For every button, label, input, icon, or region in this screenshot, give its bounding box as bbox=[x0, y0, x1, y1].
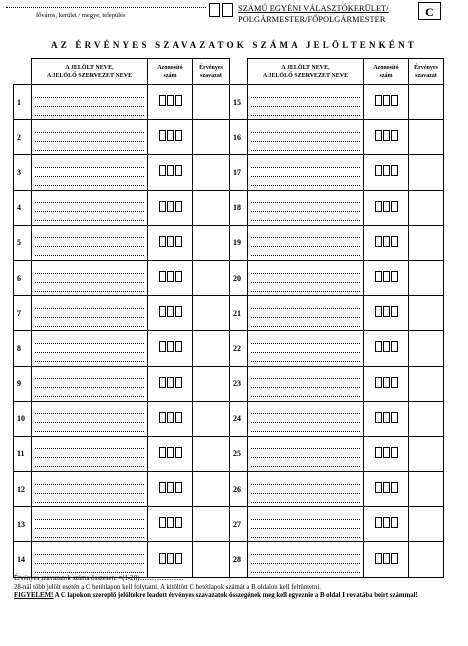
candidate-name-field[interactable] bbox=[32, 436, 148, 471]
row-number: 19 bbox=[230, 225, 248, 260]
valid-votes-field[interactable] bbox=[409, 542, 444, 577]
header-name: A JELÖLT NEVE, A JELÖLŐ SZERVEZET NEVE bbox=[248, 59, 364, 85]
candidate-id-boxes[interactable] bbox=[364, 190, 409, 225]
candidate-id-boxes[interactable] bbox=[148, 120, 193, 155]
table-row bbox=[14, 436, 444, 471]
valid-votes-field[interactable] bbox=[409, 436, 444, 471]
candidate-id-boxes[interactable] bbox=[148, 472, 193, 507]
candidate-id-boxes[interactable] bbox=[148, 331, 193, 366]
valid-votes-field[interactable] bbox=[409, 331, 444, 366]
candidate-id-boxes[interactable] bbox=[364, 155, 409, 190]
warning-label: FIGYELEM! bbox=[14, 592, 54, 599]
candidate-name-field[interactable] bbox=[248, 85, 364, 120]
candidate-name-field[interactable] bbox=[248, 155, 364, 190]
district-digit-box[interactable] bbox=[222, 3, 233, 17]
candidate-id-boxes[interactable] bbox=[364, 542, 409, 577]
valid-votes-field[interactable] bbox=[193, 190, 230, 225]
valid-votes-field[interactable] bbox=[409, 401, 444, 436]
valid-votes-field[interactable] bbox=[409, 260, 444, 295]
candidate-id-boxes[interactable] bbox=[364, 401, 409, 436]
candidate-id-boxes[interactable] bbox=[364, 225, 409, 260]
table-row bbox=[14, 85, 444, 120]
candidate-id-boxes[interactable] bbox=[364, 507, 409, 542]
candidate-name-field[interactable] bbox=[32, 225, 148, 260]
row-number: 12 bbox=[14, 472, 32, 507]
candidate-id-boxes[interactable] bbox=[148, 260, 193, 295]
table-row bbox=[14, 225, 444, 260]
row-number: 8 bbox=[14, 331, 32, 366]
valid-votes-field[interactable] bbox=[409, 190, 444, 225]
candidate-name-field[interactable] bbox=[248, 366, 364, 401]
district-number-boxes bbox=[209, 3, 235, 17]
candidate-id-boxes[interactable] bbox=[364, 436, 409, 471]
valid-votes-field[interactable] bbox=[193, 507, 230, 542]
row-number: 3 bbox=[14, 155, 32, 190]
valid-votes-field[interactable] bbox=[193, 366, 230, 401]
candidate-name-field[interactable] bbox=[32, 296, 148, 331]
candidate-id-boxes[interactable] bbox=[148, 366, 193, 401]
valid-votes-field[interactable] bbox=[193, 120, 230, 155]
candidate-name-field[interactable] bbox=[248, 331, 364, 366]
row-number: 15 bbox=[230, 85, 248, 120]
table-row bbox=[14, 542, 444, 577]
candidate-name-field[interactable] bbox=[32, 155, 148, 190]
candidate-id-boxes[interactable] bbox=[148, 507, 193, 542]
candidate-name-field[interactable] bbox=[248, 436, 364, 471]
candidate-id-boxes[interactable] bbox=[364, 366, 409, 401]
row-number: 16 bbox=[230, 120, 248, 155]
table-row bbox=[14, 507, 444, 542]
row-number: 5 bbox=[14, 225, 32, 260]
candidate-id-boxes[interactable] bbox=[364, 472, 409, 507]
table-row bbox=[14, 155, 444, 190]
valid-votes-field[interactable] bbox=[409, 472, 444, 507]
row-number: 28 bbox=[230, 542, 248, 577]
candidate-name-field[interactable] bbox=[32, 366, 148, 401]
header-id: Azonosító szám bbox=[148, 59, 193, 85]
candidate-id-boxes[interactable] bbox=[148, 542, 193, 577]
candidate-id-boxes[interactable] bbox=[364, 331, 409, 366]
table-row bbox=[14, 366, 444, 401]
row-number: 22 bbox=[230, 331, 248, 366]
footer-notes bbox=[14, 575, 454, 601]
table-row bbox=[14, 331, 444, 366]
district-digit-box[interactable] bbox=[209, 3, 220, 17]
candidate-id-boxes[interactable] bbox=[364, 296, 409, 331]
candidate-name-field[interactable] bbox=[248, 401, 364, 436]
table-row bbox=[14, 260, 444, 295]
table-row bbox=[14, 296, 444, 331]
valid-votes-field[interactable] bbox=[193, 331, 230, 366]
candidate-id-boxes[interactable] bbox=[148, 296, 193, 331]
header-votes: Érvényes szavazat bbox=[409, 59, 444, 85]
valid-votes-field[interactable] bbox=[409, 225, 444, 260]
warning-text: A C lapokon szereplő jelöltekre leadott érvényes szavazatok összegének meg kell egyeznie a B oldal I rovatába beírt számmal! bbox=[53, 592, 418, 599]
row-number: 14 bbox=[14, 542, 32, 577]
header-blank bbox=[230, 59, 248, 85]
candidate-name-field[interactable] bbox=[248, 472, 364, 507]
valid-votes-field[interactable] bbox=[193, 260, 230, 295]
header-votes: Érvényes szavazat bbox=[193, 59, 230, 85]
row-number: 26 bbox=[230, 472, 248, 507]
candidate-name-field[interactable] bbox=[32, 401, 148, 436]
candidate-name-field[interactable] bbox=[32, 120, 148, 155]
valid-votes-field[interactable] bbox=[409, 120, 444, 155]
valid-votes-field[interactable] bbox=[409, 296, 444, 331]
candidate-id-boxes[interactable] bbox=[148, 401, 193, 436]
row-number: 25 bbox=[230, 436, 248, 471]
header-blank bbox=[14, 59, 32, 85]
row-number: 2 bbox=[14, 120, 32, 155]
candidate-name-field[interactable] bbox=[32, 472, 148, 507]
table-body bbox=[14, 85, 444, 578]
candidate-name-field[interactable] bbox=[32, 260, 148, 295]
valid-votes-field[interactable] bbox=[409, 507, 444, 542]
valid-votes-field[interactable] bbox=[409, 366, 444, 401]
row-number: 9 bbox=[14, 366, 32, 401]
candidate-id-boxes[interactable] bbox=[364, 260, 409, 295]
row-number: 11 bbox=[14, 436, 32, 471]
row-number: 24 bbox=[230, 401, 248, 436]
candidate-id-boxes[interactable] bbox=[148, 190, 193, 225]
sheet-letter-badge: C bbox=[418, 2, 441, 20]
location-caption: főváros, kerület / megye, település bbox=[36, 12, 126, 19]
row-number: 4 bbox=[14, 190, 32, 225]
valid-votes-field[interactable] bbox=[409, 85, 444, 120]
candidate-name-field[interactable] bbox=[248, 190, 364, 225]
warning-note bbox=[14, 592, 454, 601]
row-number: 7 bbox=[14, 296, 32, 331]
candidate-id-boxes[interactable] bbox=[148, 225, 193, 260]
table-row bbox=[14, 472, 444, 507]
row-number: 10 bbox=[14, 401, 32, 436]
valid-votes-field[interactable] bbox=[409, 155, 444, 190]
valid-votes-field[interactable] bbox=[193, 155, 230, 190]
valid-votes-field[interactable] bbox=[193, 542, 230, 577]
continuation-note: 28-nál több jelölt esetén a C betétlapon kell folytatni. A kitöltött C betétlapok számát a B oldalon kell feltüntetni. bbox=[14, 583, 321, 591]
valid-votes-field[interactable] bbox=[193, 85, 230, 120]
valid-votes-field[interactable] bbox=[193, 296, 230, 331]
candidate-name-field[interactable] bbox=[248, 120, 364, 155]
row-number: 1 bbox=[14, 85, 32, 120]
votes-table bbox=[13, 58, 444, 578]
total-votes-line: Érvényes szavazatok száma összesen: =(1-28).......................... bbox=[14, 575, 184, 582]
candidate-id-boxes[interactable] bbox=[364, 120, 409, 155]
candidate-name-field[interactable] bbox=[32, 507, 148, 542]
candidate-id-boxes[interactable] bbox=[148, 155, 193, 190]
valid-votes-field[interactable] bbox=[193, 225, 230, 260]
candidate-id-boxes[interactable] bbox=[148, 436, 193, 471]
row-number: 23 bbox=[230, 366, 248, 401]
table-row bbox=[14, 401, 444, 436]
form-title-line1: SZÁMÚ EGYÉNI VÁLASZTÓKERÜLET/ bbox=[238, 4, 389, 13]
candidate-name-field[interactable] bbox=[248, 507, 364, 542]
candidate-name-field[interactable] bbox=[248, 542, 364, 577]
section-heading: AZ ÉRVÉNYES SZAVAZATOK SZÁMA JELÖLTENKÉNT bbox=[51, 40, 417, 50]
candidate-name-field[interactable] bbox=[248, 296, 364, 331]
row-number: 20 bbox=[230, 260, 248, 295]
candidate-id-boxes[interactable] bbox=[364, 85, 409, 120]
form-title-line2: POLGÁRMESTER/FŐPOLGÁRMESTER bbox=[238, 15, 386, 24]
row-number: 13 bbox=[14, 507, 32, 542]
table-row bbox=[14, 120, 444, 155]
candidate-name-field[interactable] bbox=[248, 260, 364, 295]
candidate-name-field[interactable] bbox=[32, 542, 148, 577]
row-number: 27 bbox=[230, 507, 248, 542]
header-id: Azonosító szám bbox=[364, 59, 409, 85]
location-line bbox=[6, 6, 206, 8]
form-title bbox=[238, 3, 389, 25]
row-number: 17 bbox=[230, 155, 248, 190]
table-header-row bbox=[14, 59, 444, 85]
candidate-name-field[interactable] bbox=[32, 190, 148, 225]
row-number: 18 bbox=[230, 190, 248, 225]
table-row bbox=[14, 190, 444, 225]
candidate-name-field[interactable] bbox=[32, 331, 148, 366]
row-number: 6 bbox=[14, 260, 32, 295]
header-name: A JELÖLT NEVE, A JELÖLŐ SZERVEZET NEVE bbox=[32, 59, 148, 85]
valid-votes-field[interactable] bbox=[193, 436, 230, 471]
candidate-id-boxes[interactable] bbox=[148, 85, 193, 120]
candidate-name-field[interactable] bbox=[248, 225, 364, 260]
row-number: 21 bbox=[230, 296, 248, 331]
candidate-name-field[interactable] bbox=[32, 85, 148, 120]
valid-votes-field[interactable] bbox=[193, 401, 230, 436]
valid-votes-field[interactable] bbox=[193, 472, 230, 507]
